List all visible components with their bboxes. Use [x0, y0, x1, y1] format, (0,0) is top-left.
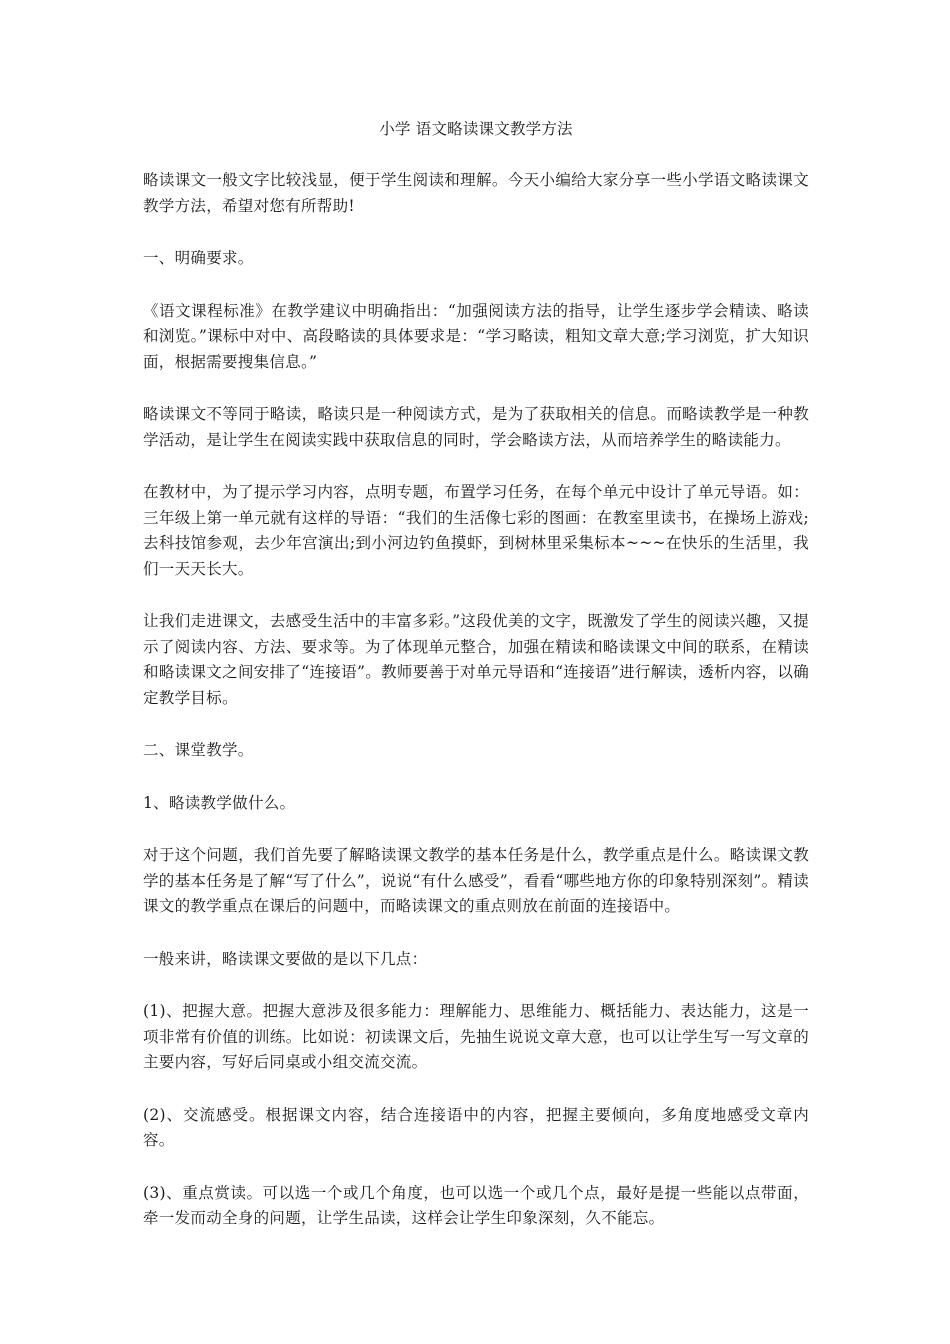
paragraph-points-intro: 一般来讲，略读课文要做的是以下几点： [143, 949, 428, 968]
paragraph-basic-task: 对于这个问题，我们首先要了解略读课文教学的基本任务是什么，教学重点是什么。略读课文教学的基本任务是了解“写了什么”，说说“有什么感受”，看看“哪些地方你的印象特别深刻”。精读课文的教学重点在课后的问题中，而略读课文的重点则放在前面的连接语中。 [143, 846, 809, 915]
list-item-share-feelings: (2)、交流感受。根据课文内容，结合连接语中的内容，把握主要倾向，多角度地感受文章内容。 [143, 1105, 809, 1149]
paragraph-unit-intro: 在教材中，为了提示学习内容，点明专题，布置学习任务，在每个单元中设计了单元导语。如：三年级上第一单元就有这样的导语：“我们的生活像七彩的图画：在教室里读书，在操场上游戏;去科技馆参观，去少年宫演出;到小河边钓鱼摸虾，到树林里采集标本~~~在快乐的生活里，我们一天天长大。 [143, 483, 809, 578]
section-heading-1: 一、明确要求。 [143, 249, 254, 267]
paragraph-intro: 略读课文一般文字比较浅显，便于学生阅读和理解。今天小编给大家分享一些小学语文略读课文教学方法，希望对您有所帮助! [143, 171, 809, 215]
subsection-heading-1: 1、略读教学做什么。 [143, 793, 296, 812]
list-item-grasp-meaning: (1)、把握大意。把握大意涉及很多能力：理解能力、思维能力、概括能力、表达能力，这是一项非常有价值的训练。比如说：初读课文后，先抽生说说文章大意，也可以让学生写一写文章的主要内容，写好后同桌或小组交流交流。 [143, 1002, 809, 1071]
document-title: 小学 语文略读课文教学方法 [379, 120, 573, 138]
list-item-key-reading: (3)、重点赏读。可以选一个或几个角度，也可以选一个或几个点，最好是提一些能以点带面，牵一发而动全身的问题，让学生品读，这样会让学生印象深刻，久不能忘。 [143, 1183, 809, 1227]
document-body [143, 117, 809, 1259]
paragraph-standard: 《语文课程标准》在教学建议中明确指出：“加强阅读方法的指导，让学生逐步学会精读、略读和浏览。”课标中对中、高段略读的具体要求是：“学习略读，粗知文章大意;学习浏览，扩大知识面，根据需要搜集信息。” [143, 301, 809, 371]
section-heading-2: 二、课堂教学。 [143, 741, 254, 759]
paragraph-skim-reading: 略读课文不等同于略读，略读只是一种阅读方式，是为了获取相关的信息。而略读教学是一种教学活动，是让学生在阅读实践中获取信息的同时，学会略读方法，从而培养学生的略读能力。 [143, 405, 809, 449]
paragraph-connecting-words: 让我们走进课文，去感受生活中的丰富多彩。”这段优美的文字，既激发了学生的阅读兴趣，又提示了阅读内容、方法、要求等。为了体现单元整合，加强在精读和略读课文中间的联系，在精读和略读课文之间安排了“连接语”。教师要善于对单元导语和“连接语”进行解读，透析内容，以确定教学目标。 [143, 612, 809, 707]
